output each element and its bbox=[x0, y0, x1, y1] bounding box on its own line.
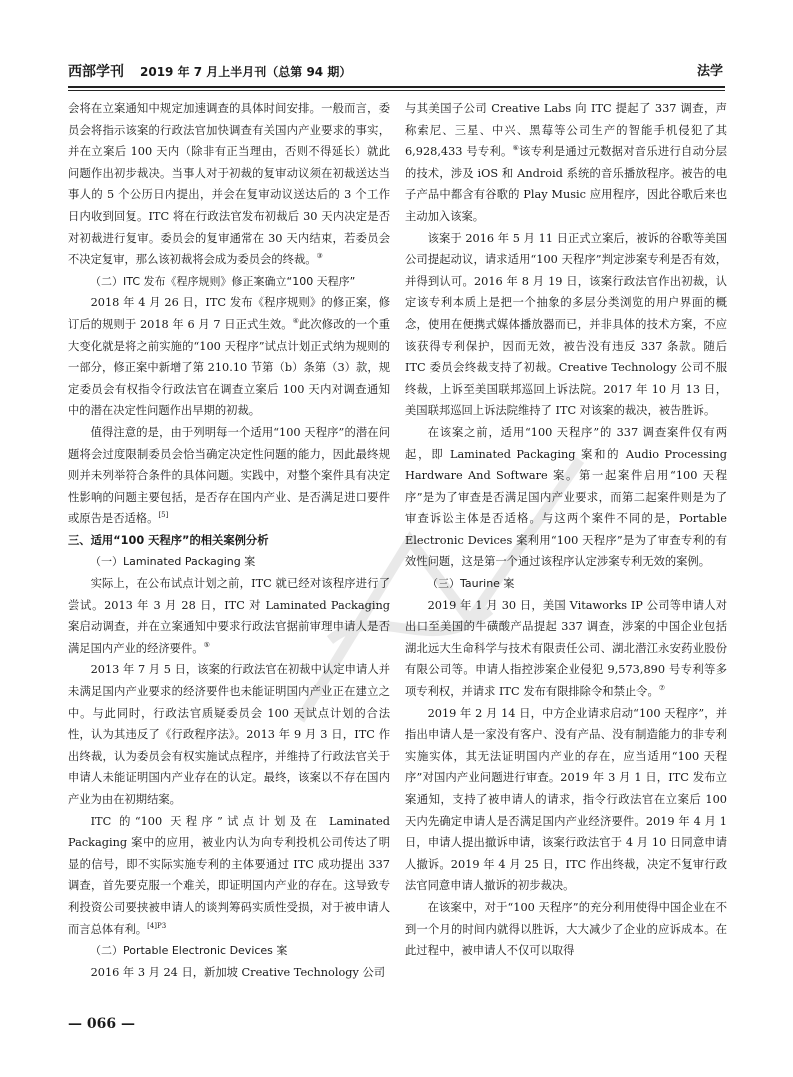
paragraph-text: （一）Laminated Packaging 案 bbox=[90, 555, 256, 569]
page-header bbox=[68, 61, 725, 83]
subsection-heading bbox=[68, 940, 390, 962]
body-paragraph bbox=[68, 98, 390, 271]
paragraph-text: 2013 年 7 月 5 日，该案的行政法官在初裁中认定申请人并未满足国内产业要求的经济要件也未能证明国内产业正在建立之中。与此同时，行政法官质疑委员会 100 天试点计划的合法性，认为其违反了《行政程序法》。2013 年 9 月 3 日，ITC 作出终裁，认为委员会有权实施试点程序，并维持了行政法官关于申请人未能证明国内产业存在的认定。最终，该案以不存在国内产业为由在初期结案。 bbox=[68, 663, 390, 806]
left-column bbox=[68, 98, 390, 983]
paragraph-text: 2018 年 4 月 26 日，ITC 发布《程序规则》的修正案，修订后的规则于 2018 年 6 月 7 日正式生效。 bbox=[68, 296, 390, 331]
paragraph-text: （二）Portable Electronic Devices 案 bbox=[90, 944, 288, 958]
paragraph-text: 2019 年 2 月 14 日，中方企业请求启动“100 天程序”，并指出申请人是一家没有客户、没有产品、没有制造能力的非专利实施实体，其无法证明国内产业的存在，应当适用“100 天程序”对国内产业问题进行审查。2019 年 3 月 1 日，ITC 发布立案通知，支持了被申请人的请求，指令行政法官在立案后 100 天内先确定申请人是否满足国内产业经济要件。2019 年 4 月 1 日，申请人提出撤诉申请，该案行政法官于 4 月 10 日同意申请人撤诉。2019 年 4 月 25 日，ITC 作出终裁，决定不复审行政法官同意申请人撤诉的初步裁决。 bbox=[405, 706, 727, 893]
issue-label: 2019 年 7 月上半月刊（总第 94 期） bbox=[140, 65, 352, 79]
paragraph-text: 实际上，在公布试点计划之前，ITC 就已经对该程序进行了尝试。2013 年 3 月 28 日，ITC 对 Laminated Packaging 案启动调查，并在立案通知中要求行政法官据前审理申请人是否满足国内产业的经济要件。 bbox=[68, 577, 390, 655]
body-paragraph bbox=[68, 659, 390, 810]
paragraph-text: 与其美国子公司 Creative Labs 向 ITC 提起了 337 调查，声称索尼、三星、中兴、黑莓等公司生产的智能手机侵犯了其 6,928,433 号专利。 bbox=[405, 102, 727, 159]
footnote-marker: ③ bbox=[316, 252, 323, 261]
paragraph-text: 在该案之前，适用“100 天程序”的 337 调查案件仅有两起，即 Laminated Packaging 案和的 Audio Processing Hardware And Software 案。第一起案件启用“100 天程序”是为了审查是否满足国内产业要求，而第二起案件则是为了审查诉讼主体是否适格。与这两个案件不同的是，Portable Electronic Devices 案利用“100 天程序”是为了审查专利的有效性问题，这是第一个通过该程序认定涉案专利无效的案例。 bbox=[405, 425, 727, 569]
paragraph-text: 此次修改的一个重大变化就是将之前实施的“100 天程序”试点计划正式纳为规则的一部分，修正案中新增了第 210.10 节第（b）条第（3）款，规定委员会有权指令行政法官在调查立案后 100 天内对调查通知中的潜在决定性问题作出早期的初裁。 bbox=[68, 317, 391, 418]
paragraph-text: （二）ITC 发布《程序规则》修正案确立“100 天程序” bbox=[90, 274, 356, 288]
footnote-marker: ⑤ bbox=[203, 641, 210, 650]
page-number: — 066 — bbox=[68, 1016, 135, 1032]
paragraph-text: 三、适用“100 天程序”的相关案例分析 bbox=[68, 533, 269, 547]
body-paragraph bbox=[68, 811, 390, 941]
section-label: 法学 bbox=[696, 64, 723, 79]
paragraph-text: 该案于 2016 年 5 月 11 日正式立案后，被诉的谷歌等美国公司提起动议，请求适用“100 天程序”判定涉案专利是否有效，并得到认可。2016 年 8 月 19 日，该案行政法官作出初裁，认定该专利本质上是把一个抽象的多层分类浏览的用户界面的概念，使用在便携式媒体播放器而已，并非具体的技术方案，不应该获得专利保护，因而无效，被告没有违反 337 条款。随后 ITC 委员会终裁支持了初裁。Creative Technology 公司不服终裁，上诉至美国联邦巡回上诉法院。2017 年 10 月 13 日，美国联邦巡回上诉法院维持了 ITC 对该案的裁决，被告胜诉。 bbox=[405, 231, 727, 418]
right-column bbox=[405, 98, 727, 962]
paragraph-text: 2016 年 3 月 24 日，新加坡 Creative Technology 公司 bbox=[90, 965, 386, 979]
paragraph-text: 在该案中，对于“100 天程序”的充分利用使得中国企业在不到一个月的时间内就得以胜诉，大大减少了企业的应诉成本。在此过程中，被申请人不仅可以取得 bbox=[405, 900, 727, 958]
header-rule-thin bbox=[68, 90, 725, 91]
body-paragraph bbox=[68, 962, 390, 984]
body-paragraph bbox=[405, 228, 727, 422]
paragraph-text: （三）Taurine 案 bbox=[427, 577, 515, 591]
paragraph-text: 2019 年 1 月 30 日，美国 Vitaworks IP 公司等申请人对出口至美国的牛磺酸产品提起 337 调查，涉案的中国企业包括湖北远大生命科学与技术有限责任公司、湖北潜江永安药业股份有限公司等。申请人指控涉案企业侵犯 9,573,890 号专利等多项专利权，并请求 ITC 发布有限排除令和禁止令。 bbox=[405, 598, 727, 699]
body-paragraph bbox=[405, 98, 727, 228]
body-paragraph bbox=[405, 595, 727, 703]
footnote-marker: ⑦ bbox=[658, 684, 666, 693]
subsection-heading bbox=[68, 271, 390, 293]
body-paragraph bbox=[68, 292, 390, 422]
body-paragraph bbox=[68, 422, 390, 530]
section-heading bbox=[68, 530, 390, 552]
subsection-heading bbox=[68, 551, 390, 573]
body-paragraph bbox=[68, 573, 390, 659]
journal-logo: 西部学刊 bbox=[68, 64, 124, 80]
body-paragraph bbox=[405, 422, 727, 573]
paragraph-text: 该专利是通过元数据对音乐进行自动分层的技术，涉及 iOS 和 Android 系统的音乐播放程序。被告的电子产品中都含有谷歌的 Play Music 应用程序，因此谷歌后来也主动加入该案。 bbox=[405, 145, 727, 223]
header-rule bbox=[68, 86, 725, 88]
paragraph-text: 值得注意的是，由于列明每一个适用“100 天程序”的潜在问题将会过度限制委员会恰当确定决定性问题的能力，因此最终规则并未列举符合条件的具体问题。实践中，对整个案件具有决定性影响的问题主要包括，是否存在国内产业、是否满足进口要件或原告是否适格。 bbox=[68, 425, 390, 526]
footnote-marker: [5] bbox=[158, 511, 169, 520]
paragraph-text: ITC 的“100 天程序”试点计划及在 Laminated Packaging 案中的应用，被业内认为向专利投机公司传达了明显的信号，即不实际实施专利的主体要通过 ITC 成功提出 337 调查，首先要克服一个难关，即证明国内产业的存在。这导致专利投资公司要挟被申请人的谈判筹码实质性受损，对于被申请人而言总体有利。 bbox=[68, 814, 390, 936]
subsection-heading bbox=[405, 573, 727, 595]
body-paragraph bbox=[405, 897, 727, 962]
footnote-marker: [4]P3 bbox=[147, 921, 167, 930]
footnote-marker: ④ bbox=[292, 317, 299, 326]
footnote-marker: ⑥ bbox=[512, 144, 520, 153]
body-paragraph bbox=[405, 703, 727, 897]
paragraph-text: 会将在立案通知中规定加速调查的具体时间安排。一般而言，委员会将指示该案的行政法官加快调查有关国内产业要求的事实，并在立案后 100 天内（除非有正当理由，否则不得延长）就此问题作出初步裁决。当事人对于初裁的复审动议须在初裁送达当事人的 5 个公历日内提出，并会在复审动议送达后的 3 个工作日内收到回复。ITC 将在行政法官发布初裁后 30 天内决定是否对初裁进行复审。委员会的复审通常在 30 天内结束，若委员会不决定复审，那么该初裁将会成为委员会的终裁。 bbox=[68, 102, 390, 267]
